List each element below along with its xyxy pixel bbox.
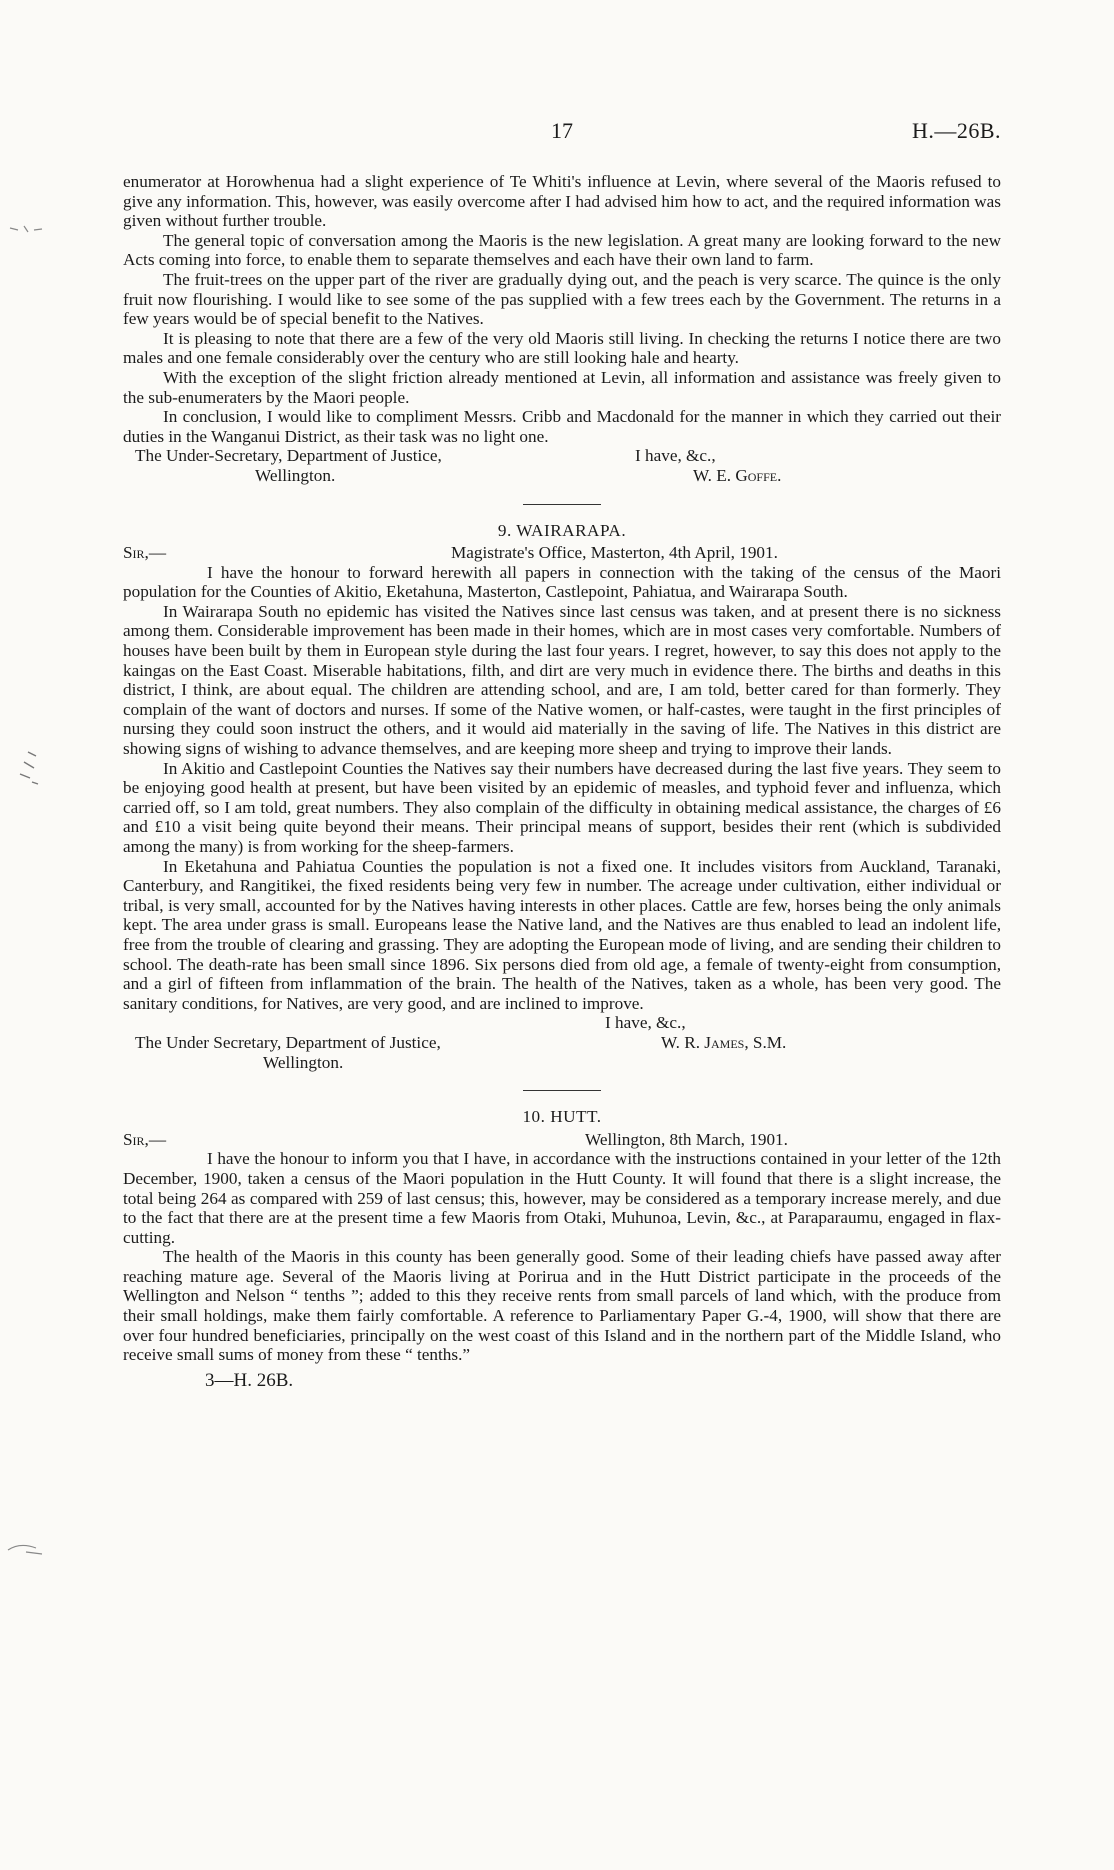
closing: I have, &c., (605, 1013, 686, 1033)
letter-signoff (123, 1033, 1001, 1053)
section-title: 9. WAIRARAPA. (497, 520, 627, 540)
closing: I have, &c., (635, 446, 716, 466)
letter-signoff (123, 466, 1001, 486)
signature: W. R. James, S.M. (661, 1032, 787, 1052)
paragraph: enumerator at Horowhenua had a slight experience of Te Whiti's influence at Levin, where several of the Maoris refused to give any information. This, however, was easily overcome after I had advised him how to act, and the required information was given without further trouble. (123, 172, 1001, 231)
paragraph: The health of the Maoris in this county has been generally good. Some of their leading chiefs have passed away after reaching mature age. Several of the Maoris living at Porirua and in the Hutt District participate in the proceeds of the Wellington and Nelson “ tenths ”; added to this they receive rents from small parcels of land which, with the produce from their small holdings, make them fairly comfortable. A reference to Parliamentary Paper G.-4, 1900, will show that there are over four hundred beneficiaries, principally on the west coast of this Island and in the northern part of the Middle Island, who receive small sums of money from these “ tenths.” (123, 1247, 1001, 1365)
letter-heading (123, 1130, 1001, 1150)
paragraph: In Eketahuna and Pahiatua Counties the population is not a fixed one. It includes visitors from Auckland, Taranaki, Canterbury, and Rangitikei, the fixed residents being very few in number. The acreage under cultivation, either individual or tribal, is very small, accounted for by the Natives having interests in other places. Cattle are few, horses being the only animals kept. The area under grass is small. Europeans lease the Native land, and the Natives are thus enabled to lead an indolent life, free from the trouble of clearing and grassing. They are adopting the European mode of living, and are sending their children to school. The death-rate has been small since 1896. Six persons died from old age, a female of twenty-eight from consumption, and a girl of fifteen from inflammation of the brain. The health of the Natives, taken as a whole, has been very good. The sanitary conditions, for Natives, are very good, and are inclined to improve. (123, 856, 1001, 1013)
section-divider (523, 1090, 601, 1091)
addressee-city: Wellington. (263, 1052, 344, 1072)
page-body (123, 172, 1001, 1390)
document-reference: H.—26B. (911, 118, 1001, 143)
document-page (123, 0, 1001, 1870)
dateline: Magistrate's Office, Masterton, 4th April, 1901. (451, 543, 778, 563)
section-divider (523, 504, 601, 505)
letter-signoff (123, 1053, 1001, 1073)
addressee: The Under Secretary, Department of Justice, (135, 1032, 441, 1052)
page-number: 17 (551, 118, 573, 143)
signature: W. E. Goffe. (693, 465, 782, 485)
salutation: Sir,— (123, 1129, 167, 1149)
scan-artifact-mark (6, 222, 46, 236)
paragraph: The fruit-trees on the upper part of the river are gradually dying out, and the peach is very scarce. The quince is the only fruit now flourishing. I would like to see some of the pas supplied with a few trees each by the Government. The returns in a few years would be of special benefit to the Natives. (123, 269, 1001, 329)
paragraph: With the exception of the slight friction already mentioned at Levin, all information and assistance was freely given to the sub-enumeraters by the Maori people. (123, 367, 1001, 407)
paragraph: I have the honour to forward herewith all papers in connection with the taking of the census of the Maori population for the Counties of Akitio, Eketahuna, Masterton, Castlepoint, Pahiatua, and Wairarapa South. (123, 562, 1001, 602)
paragraph: In Wairarapa South no epidemic has visited the Natives since last census was taken, and at present there is no sickness among them. Considerable improvement has been made in their homes, which are in most cases very comfortable. Numbers of houses have been built by them in European style during the last four years. I regret, however, to say this does not apply to the kaingas on the East Coast. Miserable habitations, filth, and dirt are very much in evidence there. The births and deaths in this district, I think, are about equal. The children are attending school, and are, I am told, better cared for than formerly. They complain of the want of doctors and nurses. If some of the Native women, or half-castes, were taught in the first principles of nursing they could soon instruct the others, and it would aid materially in the saving of life. The Natives in this district are showing signs of wishing to advance themselves, and are keeping more sheep and trying to improve their lands. (123, 601, 1001, 759)
addressee-city: Wellington. (255, 465, 336, 485)
scan-artifact-mark (6, 748, 46, 788)
section-title: 10. HUTT. (522, 1107, 602, 1127)
paragraph: In Akitio and Castlepoint Counties the Natives say their numbers have decreased during the last five years. They seem to be enjoying good health at present, but have been visited by an epidemic of measles, and typhoid fever and influenza, which carried off, so I am told, great numbers. They also complain of the difficulty in obtaining medical assistance, the charges of £6 and £10 a visit being quite beyond their means. Their principal means of support, besides their rent (which is subdivided among the many) is from working for the sheep-farmers. (123, 758, 1001, 856)
scan-artifact-mark (6, 1538, 46, 1558)
dateline: Wellington, 8th March, 1901. (585, 1129, 788, 1149)
addressee: The Under-Secretary, Department of Justice, (135, 446, 442, 466)
paragraph: In conclusion, I would like to compliment Messrs. Cribb and Macdonald for the manner in which they carried out their duties in the Wanganui District, as their task was no light one. (123, 407, 1001, 446)
salutation: Sir,— (123, 543, 167, 563)
letter-heading (123, 543, 1001, 563)
paragraph: It is pleasing to note that there are a few of the very old Maoris still living. In checking the returns I notice there are two males and one female considerably over the century who are still looking hale and hearty. (123, 328, 1001, 368)
paragraph: I have the honour to inform you that I have, in accordance with the instructions contained in your letter of the 12th December, 1900, taken a census of the Maori population in the Hutt County. It will found that there is a slight increase, the total being 264 as compared with 259 of last census; this, however, may be considered as a temporary increase merely, and due to the fact that there are at the present time a few Maoris from Otaki, Muhunoa, Levin, &c., at Paraparaumu, engaged in flax-cutting. (123, 1149, 1001, 1247)
letter-signoff (123, 446, 1001, 466)
page-header (123, 118, 1001, 148)
paragraph: The general topic of conversation among the Maoris is the new legislation. A great many are looking forward to the new Acts coming into force, to enable them to separate themselves and each have their own land to farm. (123, 230, 1001, 270)
signature-code: 3—H. 26B. (205, 1369, 294, 1391)
letter-signoff (123, 1013, 1001, 1033)
